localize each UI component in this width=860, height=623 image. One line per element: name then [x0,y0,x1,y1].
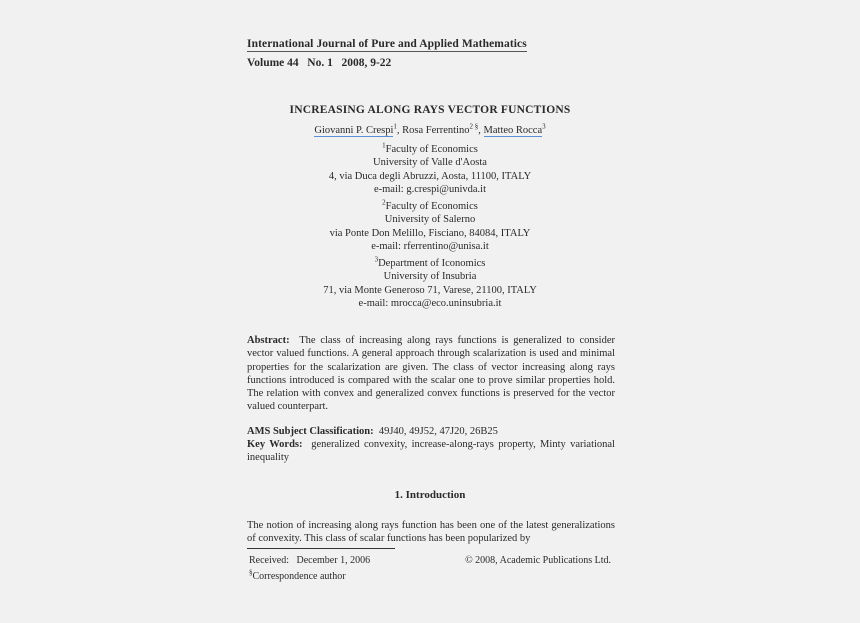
affiliation-email: e-mail: rferrentino@unisa.it [371,240,489,252]
received-date: Received: December 1, 2006 [249,555,371,566]
affiliation-email: e-mail: mrocca@eco.uninsubria.it [358,297,502,309]
keywords-label: Key Words: [247,439,303,450]
abstract [247,334,615,414]
affiliation-email: e-mail: g.crespi@univda.it [373,183,486,195]
affiliation-line: 71, via Monte Generoso 71, Varese, 21100, ITALY [323,284,537,296]
author-ferrentino: Rosa Ferrentino [402,125,470,136]
affiliation-line: University of Salerno [384,214,476,226]
intro-paragraph: The notion of increasing along rays function has been one of the latest generalizations of convexity. This class of scalar functions has been popularized by [247,520,615,545]
abstract-text: The class of increasing along rays functions is generalized to consider vector valued functions. A general approach through scalarization is used and minimal properties for the scalarization are given. The class of vector increasing along rays functions introduced is compared with the scalar one to prove similar properties hold. The relation with convex and generalized convex functions is preserved for the vector valued counterpart. [247,335,616,413]
affiliation-line: via Ponte Don Melillo, Fisciano, 84084, ITALY [329,227,531,239]
author-list: Giovanni P. Crespi$^1$, Rosa Ferrentino$^{2 \S}$, Matteo Rocca$^3$ [314,122,546,136]
affiliation-line: University of Valle d'Aosta [373,157,487,169]
ams-label: AMS Subject Classification: [247,426,374,437]
affiliation-1 [0,143,860,196]
author-mark: 2 § [469,122,479,131]
affiliation-line: Faculty of Economics [385,201,478,212]
keywords-value: generalized convexity, increase-along-rays property, Minty variational inequality [247,439,615,464]
affiliation-3 [0,257,860,310]
affiliation-line: University of Insubria [383,271,477,283]
ams-classification [247,425,615,438]
affiliation-2 [0,200,860,253]
paper-title: INCREASING ALONG RAYS VECTOR FUNCTIONS [289,104,571,116]
footnote-text: Correspondence author [252,571,346,582]
author-mark: 3 [542,122,546,131]
footnote-rule [247,548,395,549]
journal-name: International Journal of Pure and Applied Mathematics [247,38,527,50]
footnote-mark: § [249,568,253,577]
section-heading: 1. Introduction [394,489,466,501]
affiliation-line: Faculty of Economics [385,144,478,155]
ams-value: 49J40, 49J52, 47J20, 26B25 [378,426,498,437]
affiliation-line: Department of Iconomics [378,258,486,269]
author-link-rocca[interactable]: Matteo Rocca [483,125,543,136]
correspondence-footnote [249,568,346,582]
author-link-crespi[interactable]: Giovanni P. Crespi [314,125,394,136]
affiliation-line: 4, via Duca degli Abruzzi, Aosta, 11100, ITALY [328,170,532,182]
volume-info: Volume 44 No. 1 2008, 9-22 [247,57,392,69]
affiliation-mark: 3 [374,255,379,264]
footer-row [249,555,611,566]
copyright: © 2008, Academic Publications Ltd. [465,555,611,566]
key-words [247,438,615,465]
affiliation-mark: 2 [382,198,386,207]
author-mark: 1 [393,122,397,131]
abstract-label: Abstract: [247,335,290,346]
affiliation-mark: 1 [382,141,386,150]
